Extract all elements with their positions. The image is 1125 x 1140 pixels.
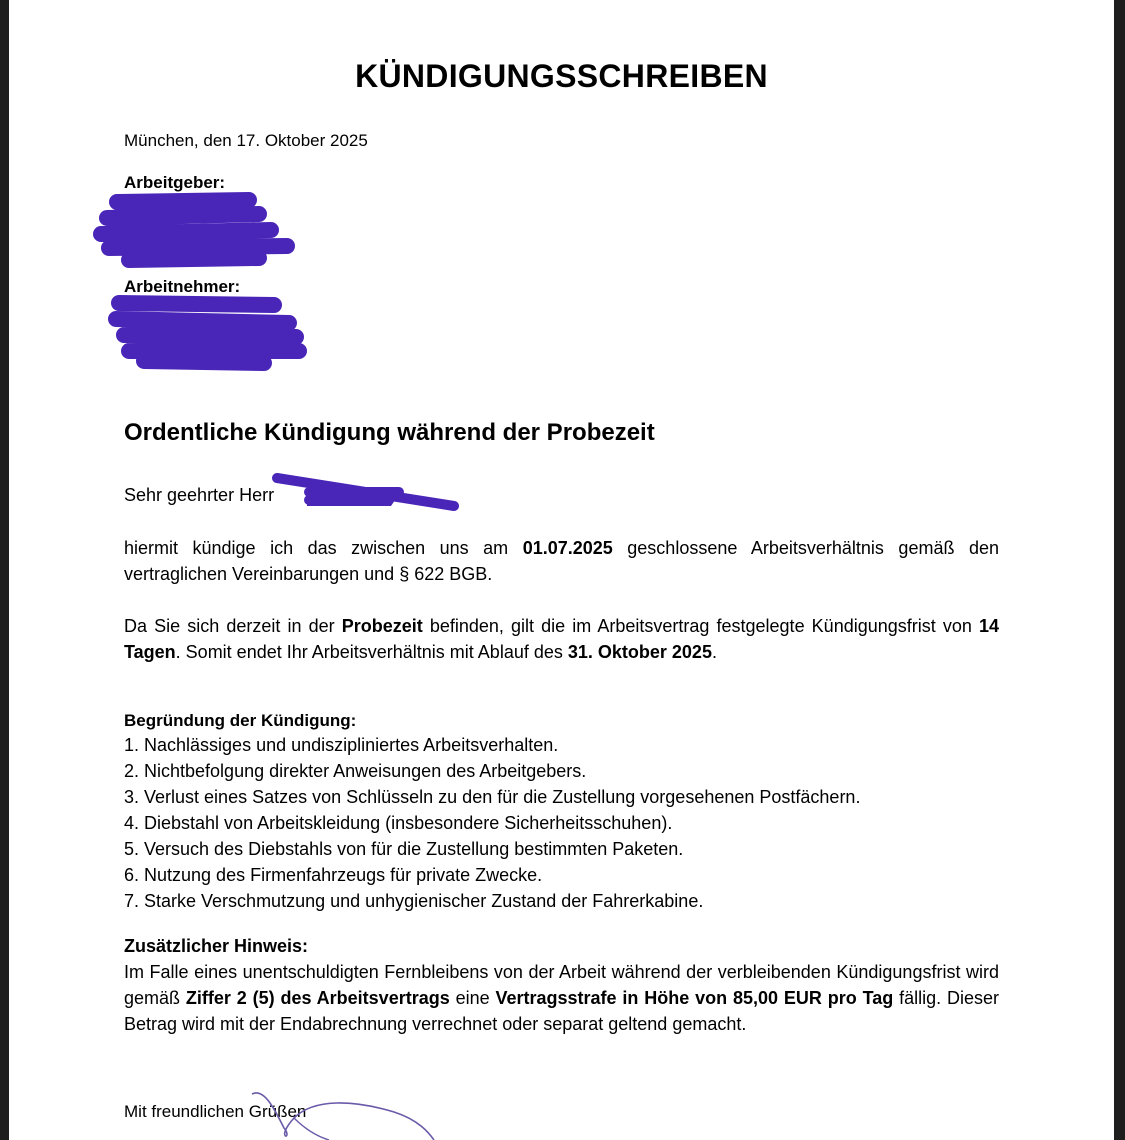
viewer-left-edge: [0, 0, 9, 1140]
list-item: 6. Nutzung des Firmenfahrzeugs für private Zwecke.: [124, 865, 543, 885]
paragraph-termination: hiermit kündige ich das zwischen uns am 01.07.2025 geschlossene Arbeitsverhältnis gemäß den vertraglichen Vereinbarungen und § 622 BGB.: [124, 538, 999, 584]
document-page: [9, 0, 1114, 1140]
note-heading: Zusätzlicher Hinweis:: [124, 936, 309, 956]
document-title: KÜNDIGUNGSSCHREIBEN: [355, 58, 768, 94]
closing: Mit freundlichen Grüßen: [124, 1102, 307, 1121]
list-item: 1. Nachlässiges und undiszipliniertes Arbeitsverhalten.: [124, 735, 559, 755]
list-item: 4. Diebstahl von Arbeitskleidung (insbesondere Sicherheitsschuhen).: [124, 813, 673, 833]
salutation: Sehr geehrter Herr: [124, 485, 275, 505]
salutation-name-redaction: [269, 470, 469, 520]
subject-heading: Ordentliche Kündigung während der Probezeit: [124, 419, 655, 446]
viewer-right-edge: [1114, 0, 1125, 1140]
reasons-list: [124, 732, 860, 914]
list-item: 2. Nichtbefolgung direkter Anweisungen des Arbeitgebers.: [124, 761, 587, 781]
paragraph-probation: Da Sie sich derzeit in der Probezeit befinden, gilt die im Arbeitsvertrag festgelegte Kündigungsfrist von 14 Tagen. Somit endet Ihr Arbeitsverhältnis mit Ablauf des 31. Oktober 2025.: [124, 616, 1000, 662]
place-date: München, den 17. Oktober 2025: [124, 131, 368, 150]
list-item: 7. Starke Verschmutzung und unhygienischer Zustand der Fahrerkabine.: [124, 891, 704, 911]
employer-redaction: [89, 190, 309, 270]
employer-label: Arbeitgeber:: [124, 173, 226, 192]
paragraph-note: Im Falle eines unentschuldigten Fernbleibens von der Arbeit während der verbleibenden Kündigungsfrist wird gemäß Ziffer 2 (5) des Arbeitsvertrags eine Vertragsstrafe in Höhe von 85,00 EUR pro Tag fällig. Dieser Betrag wird mit der Endabrechnung verrechnet oder separat geltend gemacht.: [124, 962, 999, 1034]
list-item: 5. Versuch des Diebstahls von für die Zustellung bestimmten Paketen.: [124, 839, 684, 859]
reasons-heading: Begründung der Kündigung:: [124, 711, 357, 730]
employee-redaction: [104, 293, 324, 373]
list-item: 3. Verlust eines Satzes von Schlüsseln zu den für die Zustellung vorgesehenen Postfächern.: [124, 787, 861, 807]
signature: [244, 1088, 444, 1140]
employee-label: Arbeitnehmer:: [124, 277, 241, 296]
